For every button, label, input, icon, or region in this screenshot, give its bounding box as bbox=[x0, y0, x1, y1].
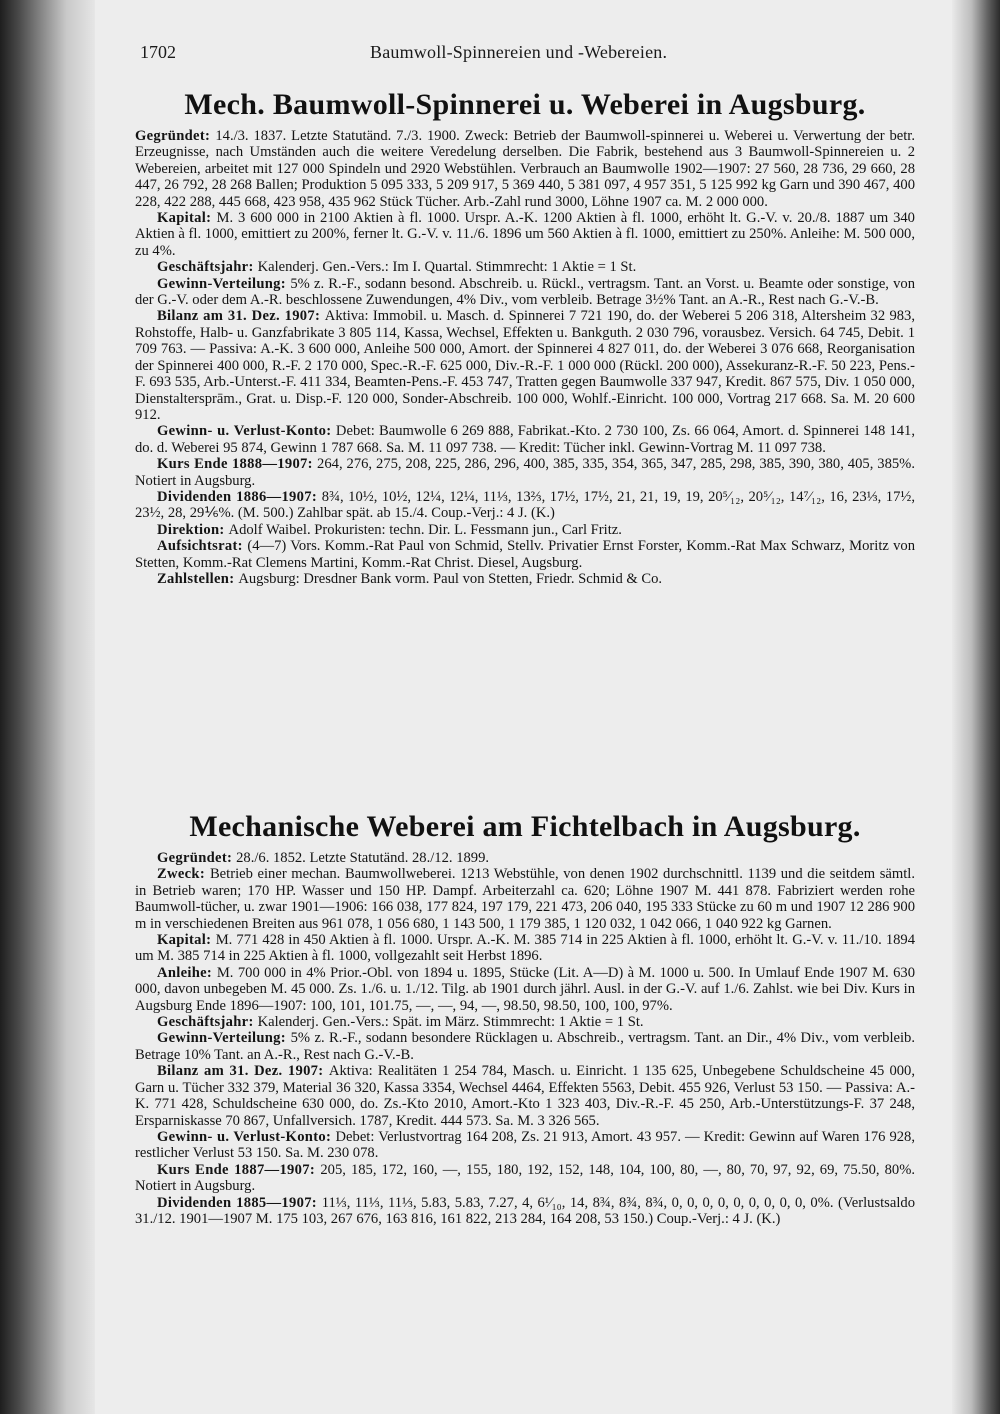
entry-text: Kalenderj. Gen.-Vers.: Spät. im März. Stimmrecht: 1 Aktie = 1 St. bbox=[257, 1014, 644, 1031]
entry-balance-sheet bbox=[135, 308, 915, 423]
entry-dividends bbox=[135, 1195, 915, 1228]
entry-label: Direktion: bbox=[157, 521, 225, 538]
entry-profit-loss bbox=[135, 423, 915, 456]
book-binding-shadow bbox=[0, 0, 95, 1414]
entry-text: 264, 276, 275, 208, 225, 286, 296, 400, 385, 335, 354, 365, 347, 285, 298, 385, 390, 380, 405, 385%. Notiert in Augsburg. bbox=[135, 456, 915, 489]
entry-text: 14./3. 1837. Letzte Statutänd. 7./3. 1900. Zweck: Betrieb der Baumwoll-spinnerei u. Weberei u. Verwertung der betr. Erzeugnisse, nach Umständen auch die weitere Veredelung derselben. Die Fabrik, bestehend aus 3 Baumwoll-Spinnereien u. 2 Webereien, arbeitet mit 127 000 Spindeln und 2920 Webstühlen. Verbrauch an Baumwolle 1902—1907: 27 560, 28 736, 29 660, 28 447, 26 792, 28 268 Ballen; Produktion 5 095 333, 5 209 917, 5 369 440, 5 381 097, 4 957 351, 5 125 992 kg Garn und 390 467, 400 228, 422 288, 445 668, 423 958, 435 962 Stück Tücher. Arb.-Zahl rund 3000, Löhne 1907 ca. M. 2 000 000. bbox=[135, 128, 915, 210]
running-head: Baumwoll-Spinnereien und -Webereien. bbox=[370, 42, 668, 62]
entry-label: Geschäftsjahr: bbox=[157, 1014, 254, 1031]
entry-purpose bbox=[135, 866, 915, 932]
entry-text: 5% z. R.-F., sodann besond. Abschreib. u. Rückl., vertragsm. Tant. an Vorst. u. Beamte oder sonstige, von der G.-V. oder dem A.-R. beschlossene Zuwendungen, 4% Div., vom verbleib. Betrage 3½% Tant. an A.-R., Rest nach G.-V.-B. bbox=[135, 275, 915, 309]
entry-text: Debet: Verlustvortrag 164 208, Zs. 21 913, Amort. 43 957. — Kredit: Gewinn auf Waren 176 928, restlicher Verlust 53 150. Sa. M. 230 078. bbox=[135, 1128, 916, 1162]
entry-fiscal-year bbox=[135, 1014, 915, 1030]
entry-label: Aufsichtsrat: bbox=[157, 538, 243, 555]
company-article bbox=[135, 810, 915, 1227]
entry-label: Gegründet: bbox=[135, 128, 211, 144]
entry-label: Kurs Ende 1888—1907: bbox=[157, 456, 313, 473]
document-page bbox=[95, 0, 952, 1414]
company-article bbox=[135, 88, 915, 587]
entry-label: Bilanz am 31. Dez. 1907: bbox=[157, 1063, 324, 1080]
entry-text: M. 771 428 in 450 Aktien à fl. 1000. Urspr. A.-K. M. 385 714 in 225 Aktien à fl. 1000, erhöht lt. G.-V. v. 11./10. 1894 um M. 385 714 in 225 Aktien à fl. 1000, vollgezahlt seit Herbst 1896. bbox=[135, 932, 916, 965]
entry-management bbox=[135, 522, 915, 538]
entry-label: Zahlstellen: bbox=[157, 570, 235, 587]
entry-profit-distribution bbox=[135, 276, 915, 309]
entry-text: Betrieb einer mechan. Baumwollweberei. 1213 Webstühle, von denen 1902 durchschnittl. 1139 und die seitdem sämtl. in Betrieb waren; 170 HP. Wasser und 150 HP. Dampf. Arbeiterzahl ca. 620; Löhne 1907 M. 441 878. Fabriziert werden rohe Baumwoll-tücher, u. zwar 1901—1906: 166 038, 177 824, 197 179, 221 473, 206 040, 195 333 Stücke zu 60 m und 1907 12 286 900 m in verschiedenen Breiten aus 961 078, 1 056 680, 1 143 500, 1 179 385, 1 120 032, 1 042 066, 1 040 922 kg Garnen. bbox=[135, 866, 915, 932]
entry-label: Kapital: bbox=[157, 932, 212, 949]
entry-text: Adolf Waibel. Prokuristen: techn. Dir. L. Fessmann jun., Carl Fritz. bbox=[228, 521, 622, 538]
entry-label: Dividenden 1886—1907: bbox=[157, 488, 317, 505]
entry-text: M. 3 600 000 in 2100 Aktien à fl. 1000. Urspr. A.-K. 1200 Aktien à fl. 1000, erhöht lt. G.-V. v. 20./8. 1887 um 340 Aktien à fl. 1000, emittiert zu 200%, ferner lt. G.-V. v. 11./6. 1896 um 560 Aktien à fl. 1000, emittiert zu 250%. Anleihe: M. 500 000, zu 4%. bbox=[135, 210, 915, 259]
page-number: 1702 bbox=[140, 42, 176, 62]
entry-text: 11⅓, 11⅓, 11⅓, 5.83, 5.83, 7.27, 4, 6¹⁄₁₀, 14, 8¾, 8¾, 8¾, 0, 0, 0, 0, 0, 0, 0, 0, 0, 0%. (Verlustsaldo 31./12. 1901—1907 M. 175 103, 267 676, 163 816, 161 822, 213 284, 164 208, 53 150.) Coup.-Verj.: 4 J. (K.) bbox=[135, 1194, 915, 1227]
entry-dividends bbox=[135, 489, 915, 522]
entry-label: Gewinn-Verteilung: bbox=[157, 275, 286, 292]
entry-label: Kurs Ende 1887—1907: bbox=[157, 1161, 315, 1178]
entry-text: (4—7) Vors. Komm.-Rat Paul von Schmid, Stellv. Privatier Ernst Forster, Komm.-Rat Max Schwarz, Moritz von Stetten, Komm.-Rat Clemens Martini, Komm.-Rat Christ. Diesel, Augsburg. bbox=[135, 538, 916, 571]
entry-text: Aktiva: Realitäten 1 254 784, Masch. u. Einricht. 1 135 625, Unbegebene Schuldscheine 45 000, Garn u. Tücher 332 379, Material 36 320, Kassa 3354, Wechsel 4464, Effekten 5563, Debit. 455 926, Verlust 53 150. — Passiva: A.-K. 771 428, Schuldscheine 630 000, do. Zs.-Kto 2010, Amort.-Kto 1 323 403, Div.-R.-F. 45 250, Arb.-Unterstützungs-F. 37 248, Ersparniskasse 70 867, Unfallversich. 1787, Kredit. 444 573. Sa. M. 3 326 565. bbox=[135, 1063, 916, 1129]
entry-text: Aktiva: Immobil. u. Masch. d. Spinnerei 7 721 190, do. der Weberei 5 206 318, Altersheim 32 983, Rohstoffe, Halb- u. Ganzfabrikate 3 805 114, Kassa, Wechsel, Effekten u. Bankguth. 2 030 796, vorausbez. Versich. 64 745, Debit. 1 709 763. — Passiva: A.-K. 3 600 000, Anleihe 500 000, Amort. der Spinnerei 4 827 011, do. der Weberei 3 076 668, Reorganisation der Spinnerei 400 000, R.-F. 2 170 000, Spec.-R.-F. 625 000, Div.-R.-F. 1 000 000 (Rückl. 200 000), Assekuranz-R.-F. 50 223, Pens.-F. 693 535, Arb.-Unterst.-F. 411 334, Beamten-Pens.-F. 453 747, Tratten gegen Baumwolle 337 947, Kredit. 867 575, Div. 1 050 000, Dienstaltersprām., Grat. u. Disp.-F. 120 000, Sonder-Abschreib. 100 000, Wohlf.-Einricht. 100 000, Vortrag 217 668. Sa. M. 20 600 912. bbox=[135, 308, 915, 423]
page-edge-shadow bbox=[952, 0, 1000, 1414]
entry-paying-agents bbox=[135, 571, 915, 587]
entry-label: Geschäftsjahr: bbox=[157, 259, 254, 276]
entry-label: Bilanz am 31. Dez. 1907: bbox=[157, 308, 321, 325]
entry-profit-distribution bbox=[135, 1030, 915, 1063]
entry-text: Kalenderj. Gen.-Vers.: Im I. Quartal. Stimmrecht: 1 Aktie = 1 St. bbox=[257, 259, 637, 276]
entry-text: M. 700 000 in 4% Prior.-Obl. von 1894 u. 1895, Stücke (Lit. A—D) à M. 1000 u. 500. In Umlauf Ende 1907 M. 630 000, davon unbegeben M. 45 000. Zs. 1./6. u. 1./12. Tilg. ab 1901 durch jährl. Ausl. in der G.-V. auf 1./6. Zahlst. wie bei Div. Kurs in Augsburg Ende 1896—1907: 100, 101, 101.75, —, —, 94, —, 98.50, 98.50, 100, 100, 97%. bbox=[135, 964, 915, 1014]
entry-label: Anleihe: bbox=[157, 964, 213, 981]
entry-founded bbox=[135, 850, 915, 866]
entry-label: Gewinn- u. Verlust-Konto: bbox=[157, 1128, 332, 1145]
entry-founded bbox=[135, 128, 915, 210]
entry-text: 8¾, 10½, 10½, 12¼, 12¼, 11⅓, 13⅔, 17½, 17½, 21, 21, 19, 19, 20⁵⁄₁₂, 20⁵⁄₁₂, 14⁷⁄₁₂, 16, 23⅓, 17½, 23½, 28, 29⅙%. (M. 500.) Zahlbar spät. ab 15./4. Coup.-Verj.: 4 J. (K.) bbox=[135, 488, 915, 522]
entry-text: Debet: Baumwolle 6 269 888, Fabrikat.-Kto. 2 730 100, Zs. 66 064, Amort. d. Spinnerei 148 141, do. d. Weberei 95 874, Gewinn 1 787 668. Sa. M. 11 097 738. — Kredit: Tücher inkl. Gewinn-Vortrag M. 11 097 738. bbox=[135, 423, 915, 456]
entry-fiscal-year bbox=[135, 259, 915, 275]
entry-label: Gegründet: bbox=[157, 850, 233, 866]
entry-text: 28./6. 1852. Letzte Statutänd. 28./12. 1899. bbox=[236, 850, 490, 866]
entry-label: Kapital: bbox=[157, 210, 212, 227]
entry-supervisory-board bbox=[135, 538, 915, 571]
page-header bbox=[140, 42, 892, 66]
entry-text: 5% z. R.-F., sodann besondere Rücklagen u. Abschreib., vertragsm. Tant. an Dir., 4% Div., vom verbleib. Betrage 10% Tant. an A.-R., Rest nach G.-V.-B. bbox=[135, 1030, 915, 1063]
company-title: Mech. Baumwoll-Spinnerei u. Weberei in Augsburg. bbox=[184, 88, 866, 121]
company-title: Mechanische Weberei am Fichtelbach in Augsburg. bbox=[189, 810, 861, 843]
entry-profit-loss bbox=[135, 1129, 915, 1162]
entry-share-prices bbox=[135, 456, 915, 489]
entry-text: Augsburg: Dresdner Bank vorm. Paul von Stetten, Friedr. Schmid & Co. bbox=[238, 570, 663, 587]
entry-label: Zweck: bbox=[157, 866, 206, 883]
entry-bond bbox=[135, 965, 915, 1014]
entry-text: 205, 185, 172, 160, —, 155, 180, 192, 152, 148, 104, 100, 80, —, 80, 70, 97, 92, 69, 75.50, 80%. Notiert in Augsburg. bbox=[135, 1161, 915, 1195]
entry-capital bbox=[135, 932, 915, 965]
entry-label: Dividenden 1885—1907: bbox=[157, 1194, 317, 1211]
entry-label: Gewinn- u. Verlust-Konto: bbox=[157, 423, 332, 440]
entry-capital bbox=[135, 210, 915, 259]
entry-balance-sheet bbox=[135, 1063, 915, 1129]
entry-label: Gewinn-Verteilung: bbox=[157, 1030, 286, 1047]
entry-share-prices bbox=[135, 1162, 915, 1195]
